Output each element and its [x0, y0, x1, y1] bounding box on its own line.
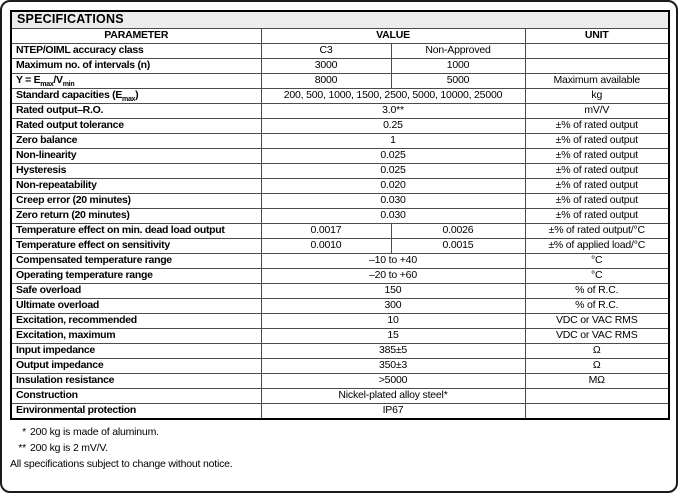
unit-cell: VDC or VAC RMS: [525, 329, 669, 344]
value-cell: 0.025: [261, 164, 525, 179]
unit-cell: VDC or VAC RMS: [525, 314, 669, 329]
value-cell-a: 8000: [261, 74, 391, 89]
parameter-cell: NTEP/OIML accuracy class: [11, 44, 261, 59]
parameter-cell: Input impedance: [11, 344, 261, 359]
parameter-cell: Construction: [11, 389, 261, 404]
parameter-cell: Temperature effect on sensitivity: [11, 239, 261, 254]
row-non-repeatability: [11, 179, 669, 194]
unit-cell: Ω: [525, 359, 669, 374]
parameter-cell: Excitation, recommended: [11, 314, 261, 329]
unit-cell: [525, 59, 669, 74]
value-cell-a: C3: [261, 44, 391, 59]
parameter-cell: Zero return (20 minutes): [11, 209, 261, 224]
row-construction: [11, 389, 669, 404]
row-output-impedance: [11, 359, 669, 374]
row-non-linearity: [11, 149, 669, 164]
unit-cell: [525, 389, 669, 404]
row-hysteresis: [11, 164, 669, 179]
parameter-cell: Output impedance: [11, 359, 261, 374]
value-cell: 15: [261, 329, 525, 344]
value-cell: –20 to +60: [261, 269, 525, 284]
value-cell: 0.030: [261, 194, 525, 209]
value-cell: Nickel-plated alloy steel*: [261, 389, 525, 404]
parameter-cell: Zero balance: [11, 134, 261, 149]
row-accuracy-class: [11, 44, 669, 59]
unit-cell: ±% of rated output: [525, 209, 669, 224]
parameter-cell: Hysteresis: [11, 164, 261, 179]
row-compensated-temp-range: [11, 254, 669, 269]
value-cell: 200, 500, 1000, 1500, 2500, 5000, 10000, 25000: [261, 89, 525, 104]
footnote-text: 200 kg is 2 mV/V.: [30, 442, 108, 454]
row-excitation-maximum: [11, 329, 669, 344]
value-cell-b: 0.0015: [391, 239, 525, 254]
disclaimer-text: All specifications subject to change without notice.: [10, 458, 233, 470]
value-cell-b: Non-Approved: [391, 44, 525, 59]
value-cell: IP67: [261, 404, 525, 420]
row-environmental-protection: [11, 404, 669, 420]
unit-cell: ±% of rated output: [525, 194, 669, 209]
row-zero-return: [11, 209, 669, 224]
value-cell: 1: [261, 134, 525, 149]
row-excitation-recommended: [11, 314, 669, 329]
footnote-text: 200 kg is made of aluminum.: [30, 426, 159, 438]
value-cell: 3.0**: [261, 104, 525, 119]
parameter-cell: Ultimate overload: [11, 299, 261, 314]
unit-cell: °C: [525, 254, 669, 269]
row-rated-output: [11, 104, 669, 119]
footnote-aluminum: [10, 426, 676, 438]
table-title: SPECIFICATIONS: [11, 11, 669, 29]
parameter-cell: Non-linearity: [11, 149, 261, 164]
parameter-cell: Operating temperature range: [11, 269, 261, 284]
value-cell-b: 1000: [391, 59, 525, 74]
unit-cell: MΩ: [525, 374, 669, 389]
unit-cell: [525, 404, 669, 420]
column-header-value: VALUE: [261, 29, 525, 44]
value-cell: 0.030: [261, 209, 525, 224]
unit-cell: kg: [525, 89, 669, 104]
unit-cell: ±% of rated output: [525, 134, 669, 149]
value-cell: >5000: [261, 374, 525, 389]
parameter-cell: Rated output–R.O.: [11, 104, 261, 119]
row-operating-temp-range: [11, 269, 669, 284]
footnote-rated-output: [10, 442, 676, 454]
unit-cell: % of R.C.: [525, 284, 669, 299]
column-header-parameter: PARAMETER: [11, 29, 261, 44]
value-cell: 385±5: [261, 344, 525, 359]
row-standard-capacities: [11, 89, 669, 104]
value-cell-a: 3000: [261, 59, 391, 74]
value-cell: 0.020: [261, 179, 525, 194]
parameter-cell: Safe overload: [11, 284, 261, 299]
row-ultimate-overload: [11, 299, 669, 314]
unit-cell: [525, 44, 669, 59]
row-creep-error: [11, 194, 669, 209]
row-rated-output-tolerance: [11, 119, 669, 134]
row-temp-effect-dead-load: [11, 224, 669, 239]
parameter-cell: $Y = E_{max}/V_{min}$: [11, 74, 261, 89]
value-cell: 350±3: [261, 359, 525, 374]
value-cell: 300: [261, 299, 525, 314]
parameter-cell: Excitation, maximum: [11, 329, 261, 344]
parameter-cell: Maximum no. of intervals (n): [11, 59, 261, 74]
footnote-marker: *: [22, 426, 26, 438]
unit-cell: ±% of rated output: [525, 179, 669, 194]
row-y-ratio: [11, 74, 669, 89]
footnote-marker: **: [18, 442, 26, 454]
row-temp-effect-sensitivity: [11, 239, 669, 254]
footnotes-section: [10, 426, 676, 470]
specifications-table: [10, 10, 670, 420]
value-cell: 10: [261, 314, 525, 329]
unit-cell: Maximum available: [525, 74, 669, 89]
value-cell-a: 0.0017: [261, 224, 391, 239]
value-cell: 0.25: [261, 119, 525, 134]
value-cell-a: 0.0010: [261, 239, 391, 254]
parameter-cell: Insulation resistance: [11, 374, 261, 389]
unit-cell: ±% of rated output: [525, 149, 669, 164]
parameter-cell: Compensated temperature range: [11, 254, 261, 269]
parameter-cell: Non-repeatability: [11, 179, 261, 194]
row-insulation-resistance: [11, 374, 669, 389]
value-cell-b: 0.0026: [391, 224, 525, 239]
parameter-cell: Standard capacities $(E_{max})$: [11, 89, 261, 104]
value-cell: –10 to +40: [261, 254, 525, 269]
row-input-impedance: [11, 344, 669, 359]
column-header-row: [11, 29, 669, 44]
parameter-cell: Temperature effect on min. dead load output: [11, 224, 261, 239]
unit-cell: Ω: [525, 344, 669, 359]
unit-cell: ±% of rated output: [525, 164, 669, 179]
parameter-cell: Rated output tolerance: [11, 119, 261, 134]
value-cell: 150: [261, 284, 525, 299]
unit-cell: ±% of rated output/°C: [525, 224, 669, 239]
row-zero-balance: [11, 134, 669, 149]
unit-cell: mV/V: [525, 104, 669, 119]
unit-cell: ±% of applied load/°C: [525, 239, 669, 254]
row-safe-overload: [11, 284, 669, 299]
value-cell-b: 5000: [391, 74, 525, 89]
column-header-unit: UNIT: [525, 29, 669, 44]
parameter-cell: Environmental protection: [11, 404, 261, 420]
parameter-cell: Creep error (20 minutes): [11, 194, 261, 209]
unit-cell: °C: [525, 269, 669, 284]
value-cell: 0.025: [261, 149, 525, 164]
unit-cell: ±% of rated output: [525, 119, 669, 134]
table-title-row: [11, 11, 669, 29]
row-max-intervals: [11, 59, 669, 74]
unit-cell: % of R.C.: [525, 299, 669, 314]
